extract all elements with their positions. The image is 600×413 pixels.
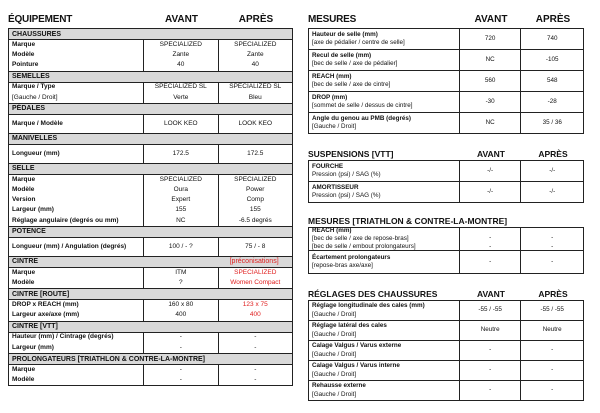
mesures-header xyxy=(308,10,584,28)
measure-reference: [Gauche / Droit] xyxy=(312,390,357,398)
section-heading-label: CINTRE [ROUTE] xyxy=(12,290,70,298)
avant-value: 720 xyxy=(460,29,522,49)
row-label: [Gauche / Droit] xyxy=(12,93,58,101)
measure-name: Écartement prolongateurs xyxy=(312,253,391,261)
avant-value: NC xyxy=(460,50,522,70)
recommendation-note: [préconisations] xyxy=(229,258,279,266)
row-label: Largeur (mm) xyxy=(12,206,54,214)
apres-value: - xyxy=(254,376,257,384)
avant-value: 40 xyxy=(177,61,185,69)
apres-value: 40 xyxy=(251,61,259,69)
apres-value: -28 xyxy=(547,97,557,105)
apres-value: 400 xyxy=(249,311,261,319)
measure-reference: [bec de selle / axe de cintre] xyxy=(312,81,391,88)
avant-value: - xyxy=(179,365,182,373)
section-rows xyxy=(9,83,292,103)
measure-row xyxy=(309,228,583,251)
section-heading-label: MANIVELLES xyxy=(12,135,58,143)
avant-value xyxy=(460,228,522,250)
suspensions-header xyxy=(308,146,584,160)
row-label: Marque xyxy=(12,175,36,183)
apres-value: Women Compact xyxy=(230,278,281,286)
row-label: Modèle xyxy=(12,376,35,384)
avant-column xyxy=(144,115,218,133)
apres-heading: APRÈS xyxy=(238,14,274,25)
label-column xyxy=(9,268,144,288)
measure-reference: [bec de selle / axe de pédalier] xyxy=(312,60,398,67)
measure-row xyxy=(309,182,583,202)
measure-name: FOURCHE xyxy=(312,162,344,170)
section-rows xyxy=(9,175,292,226)
mesures-avant-heading: AVANT xyxy=(474,14,508,25)
apres-value: -/- xyxy=(549,187,556,195)
measure-value: - xyxy=(489,234,492,242)
measure-label xyxy=(309,361,460,380)
avant-value: - xyxy=(460,381,522,400)
avant-value: - xyxy=(179,333,182,341)
apres-value: 155 xyxy=(249,206,261,214)
row-label: Marque xyxy=(12,365,36,373)
section-heading xyxy=(9,104,292,115)
section-rows xyxy=(9,365,292,385)
equipment-section xyxy=(8,227,293,257)
section-rows xyxy=(9,333,292,353)
apres-value: - xyxy=(254,333,257,341)
triathlon-header xyxy=(308,213,584,227)
chaussures-apres-heading: APRÈS xyxy=(538,288,568,299)
avant-value: SPECIALIZED xyxy=(159,40,202,48)
apres-value: Bleu xyxy=(248,93,262,101)
label-column xyxy=(9,145,144,163)
avant-value: NC xyxy=(176,216,186,224)
measure-row xyxy=(309,71,583,92)
avant-column xyxy=(144,300,218,320)
measure-label xyxy=(309,301,460,320)
row-label: Version xyxy=(12,196,36,204)
section-heading xyxy=(9,134,292,145)
measure-row xyxy=(309,50,583,71)
measure-name: Recul de selle (mm) xyxy=(312,51,372,59)
avant-value: -55 / -55 xyxy=(460,301,522,320)
measure-row xyxy=(309,251,583,273)
section-heading xyxy=(9,227,292,238)
section-heading xyxy=(9,354,292,365)
avant-value: Verte xyxy=(173,93,189,101)
measure-label xyxy=(309,71,460,91)
measure-value: - xyxy=(489,242,492,250)
measure-row xyxy=(309,381,583,400)
apres-value: - xyxy=(551,346,554,354)
equipment-section xyxy=(8,289,293,321)
chaussures-table xyxy=(308,300,584,401)
avant-value: SPECIALIZED SL xyxy=(154,83,207,91)
avant-value: Expert xyxy=(171,196,191,204)
measure-label xyxy=(309,29,460,49)
apres-value: Zante xyxy=(246,51,264,59)
measure-label xyxy=(309,228,460,250)
triathlon-title: MESURES [TRIATHLON & CONTRE-LA-MONTRE] xyxy=(308,215,508,226)
apres-value: Comp xyxy=(246,196,264,204)
apres-column xyxy=(219,333,292,353)
avant-column xyxy=(144,175,218,226)
measure-name: Réglage latéral des cales xyxy=(312,322,387,330)
apres-value: SPECIALIZED SL xyxy=(229,83,282,91)
section-heading xyxy=(9,164,292,175)
avant-value: Oura xyxy=(173,185,189,193)
avant-value: -/- xyxy=(460,182,522,202)
row-label: Modèle xyxy=(12,278,35,286)
avant-value: - xyxy=(179,376,182,384)
avant-heading: AVANT xyxy=(165,14,198,25)
section-heading xyxy=(9,322,292,333)
measure-label xyxy=(309,321,460,340)
row-label: Hauteur (mm) / Cintrage (degrés) xyxy=(12,333,114,341)
section-rows xyxy=(9,40,292,71)
measure-row xyxy=(309,161,583,182)
measure-label xyxy=(309,381,460,400)
apres-column xyxy=(219,40,292,71)
measure-name: AMORTISSEUR xyxy=(312,183,359,191)
apres-value: LOOK KEO xyxy=(238,119,273,127)
measure-name: REACH (mm) xyxy=(312,72,352,80)
section-heading-label: CINTRE xyxy=(12,258,39,266)
avant-value: SPECIALIZED xyxy=(159,175,202,183)
avant-value: - xyxy=(460,251,522,273)
measure-reference: [Gauche / Droit] xyxy=(312,350,357,358)
avant-column xyxy=(144,145,218,163)
row-label: Modèle xyxy=(12,51,35,59)
avant-value: -/- xyxy=(460,161,522,181)
equipment-section xyxy=(8,28,293,72)
label-column xyxy=(9,40,144,71)
equipment-section xyxy=(8,134,293,164)
section-heading xyxy=(9,72,292,83)
avant-value: - xyxy=(179,343,182,351)
label-column xyxy=(9,300,144,320)
avant-value: ? xyxy=(178,278,183,286)
measure-reference: [Gauche / Droit] xyxy=(312,370,357,378)
avant-value: 172.5 xyxy=(172,149,189,157)
measure-reference: [Gauche / Droit] xyxy=(312,330,357,338)
apres-value: - xyxy=(551,386,554,394)
measure-name: Hauteur de selle (mm) xyxy=(312,30,378,38)
measure-row xyxy=(309,301,583,321)
section-rows xyxy=(9,115,292,133)
measure-label xyxy=(309,182,460,202)
avant-value: 400 xyxy=(175,311,187,319)
measure-label xyxy=(309,92,460,112)
avant-column xyxy=(144,40,218,71)
measures-column xyxy=(308,10,584,401)
equipment-title: ÉQUIPEMENT xyxy=(8,14,73,25)
apres-column xyxy=(219,268,292,288)
avant-value: 160 x 80 xyxy=(168,301,194,309)
avant-value: - xyxy=(460,361,522,380)
section-rows xyxy=(9,238,292,256)
apres-value: 172.5 xyxy=(247,149,264,157)
row-label: Pointure xyxy=(12,61,39,69)
row-label: Largeur axe/axe (mm) xyxy=(12,311,80,319)
equipment-table xyxy=(8,28,293,386)
measure-name: Calage Valgus / Varus interne xyxy=(312,362,400,370)
avant-column xyxy=(144,365,218,385)
label-column xyxy=(9,333,144,353)
apres-value: -55 / -55 xyxy=(540,306,564,314)
apres-value: -6.5 degrés xyxy=(238,216,272,224)
suspensions-avant-heading: AVANT xyxy=(476,148,505,159)
apres-value: SPECIALIZED xyxy=(234,40,277,48)
apres-value: 35 / 36 xyxy=(542,118,562,126)
equipment-section xyxy=(8,322,293,354)
avant-value: Zante xyxy=(172,51,190,59)
section-heading-label: SEMELLES xyxy=(12,73,50,81)
avant-column xyxy=(144,83,218,103)
measure-name: Rehausse externe xyxy=(312,382,366,390)
apres-column xyxy=(219,300,292,320)
measure-reference: [bec de selle / embout prolongateurs] xyxy=(312,243,416,251)
section-heading xyxy=(9,257,292,268)
measure-reference: Pression (psi) / SAG (%) xyxy=(312,192,381,199)
row-label: Marque / Modèle xyxy=(12,119,63,127)
measure-reference: [bec de selle / axe de repose-bras] xyxy=(312,234,409,242)
apres-value: - xyxy=(551,366,554,374)
avant-value: 155 xyxy=(175,206,187,214)
section-heading-label: PÉDALES xyxy=(12,105,46,113)
avant-value: -30 xyxy=(460,92,522,112)
measure-row xyxy=(309,29,583,50)
measure-reference: [axe de pédalier / centre de selle] xyxy=(312,39,405,46)
apres-value: Power xyxy=(246,185,265,193)
apres-value: - xyxy=(254,365,257,373)
equipment-section xyxy=(8,257,293,289)
measure-row xyxy=(309,92,583,113)
row-label: DROP x REACH (mm) xyxy=(12,301,79,309)
apres-column xyxy=(219,83,292,103)
apres-value: 123 x 75 xyxy=(242,301,268,309)
row-label: Marque xyxy=(12,268,36,276)
label-column xyxy=(9,175,144,226)
section-rows xyxy=(9,268,292,288)
measure-row xyxy=(309,341,583,361)
avant-value: 560 xyxy=(460,71,522,91)
measure-name: Réglage longitudinale des cales (mm) xyxy=(312,302,425,310)
avant-column xyxy=(144,238,218,256)
equipment-section xyxy=(8,104,293,134)
equipment-header xyxy=(8,10,293,28)
measure-reference: [repose-bras axe/axe] xyxy=(312,262,373,269)
apres-value: -105 xyxy=(545,55,559,63)
equipment-section xyxy=(8,72,293,104)
label-column xyxy=(9,83,144,103)
measure-name: Calage Valgus / Varus externe xyxy=(312,342,402,350)
measure-value: - xyxy=(551,242,554,250)
row-label: Longueur (mm) xyxy=(12,149,60,157)
apres-value: SPECIALIZED xyxy=(234,268,277,276)
apres-value: Neutre xyxy=(542,326,562,334)
section-heading-label: CHAUSSURES xyxy=(12,30,62,38)
row-label: Marque xyxy=(12,40,36,48)
section-heading-label: SELLE xyxy=(12,165,35,173)
suspensions-title: SUSPENSIONS [VTT] xyxy=(308,148,394,159)
apres-value: SPECIALIZED xyxy=(234,175,277,183)
section-heading-label: PROLONGATEURS [TRIATHLON & CONTRE-LA-MONTRE] xyxy=(12,355,205,363)
apres-value: -/- xyxy=(549,166,556,174)
measure-name: REACH (mm) xyxy=(312,226,352,234)
section-rows xyxy=(9,300,292,320)
avant-value: Neutre xyxy=(460,321,522,340)
apres-column xyxy=(219,365,292,385)
chaussures-avant-heading: AVANT xyxy=(476,288,505,299)
chaussures-header xyxy=(308,286,584,300)
measure-label xyxy=(309,50,460,70)
section-heading-label: CINTRE [VTT] xyxy=(12,323,58,331)
section-heading-label: POTENCE xyxy=(12,228,46,236)
avant-value: LOOK KEO xyxy=(163,119,198,127)
mesures-apres-heading: APRÈS xyxy=(535,14,571,25)
equipment-section xyxy=(8,354,293,386)
measure-label xyxy=(309,161,460,181)
equipment-column xyxy=(8,10,293,386)
label-column xyxy=(9,365,144,385)
apres-value xyxy=(521,228,583,250)
mesures-title: MESURES xyxy=(308,14,357,25)
measure-name: Angle du genou au PMB (degrés) xyxy=(312,114,412,122)
measure-name: DROP (mm) xyxy=(312,93,348,101)
avant-value: NC xyxy=(460,113,522,133)
measure-label xyxy=(309,251,460,273)
section-heading xyxy=(9,29,292,40)
apres-value: - xyxy=(254,343,257,351)
triathlon-table xyxy=(308,227,584,274)
avant-column xyxy=(144,333,218,353)
row-label: Réglage angulaire (degrés ou mm) xyxy=(12,216,119,224)
measure-row xyxy=(309,113,583,133)
apres-value: 75 / - 8 xyxy=(245,242,266,250)
apres-value: - xyxy=(551,257,554,265)
section-rows xyxy=(9,145,292,163)
measure-reference: [Gauche / Droit] xyxy=(312,310,357,318)
row-label: Largeur (mm) xyxy=(12,343,54,351)
measure-label xyxy=(309,341,460,360)
section-heading xyxy=(9,289,292,300)
measure-value: - xyxy=(551,234,554,242)
avant-column xyxy=(144,268,218,288)
apres-column xyxy=(219,115,292,133)
measure-row xyxy=(309,361,583,381)
apres-column xyxy=(219,175,292,226)
row-label: Modèle xyxy=(12,185,35,193)
suspensions-table xyxy=(308,160,584,203)
row-label: Marque / Type xyxy=(12,83,56,91)
measure-reference: [Gauche / Droit] xyxy=(312,123,357,130)
avant-value: ITM xyxy=(175,268,187,276)
avant-value: - xyxy=(460,341,522,360)
chaussures-title: RÉGLAGES DES CHAUSSURES xyxy=(308,288,438,299)
label-column xyxy=(9,115,144,133)
measure-reference: [sommet de selle / dessus de cintre] xyxy=(312,102,413,109)
apres-column xyxy=(219,145,292,163)
measure-row xyxy=(309,321,583,341)
label-column xyxy=(9,238,144,256)
suspensions-apres-heading: APRÈS xyxy=(538,148,568,159)
apres-value: 740 xyxy=(546,34,558,42)
avant-value: 100 / - ? xyxy=(168,242,193,250)
mesures-table xyxy=(308,28,584,134)
apres-column xyxy=(219,238,292,256)
apres-value: 548 xyxy=(546,76,558,84)
measure-label xyxy=(309,113,460,133)
equipment-section xyxy=(8,164,293,227)
measure-reference: Pression (psi) / SAG (%) xyxy=(312,171,381,178)
row-label: Longueur (mm) / Angulation (degrés) xyxy=(12,242,127,250)
